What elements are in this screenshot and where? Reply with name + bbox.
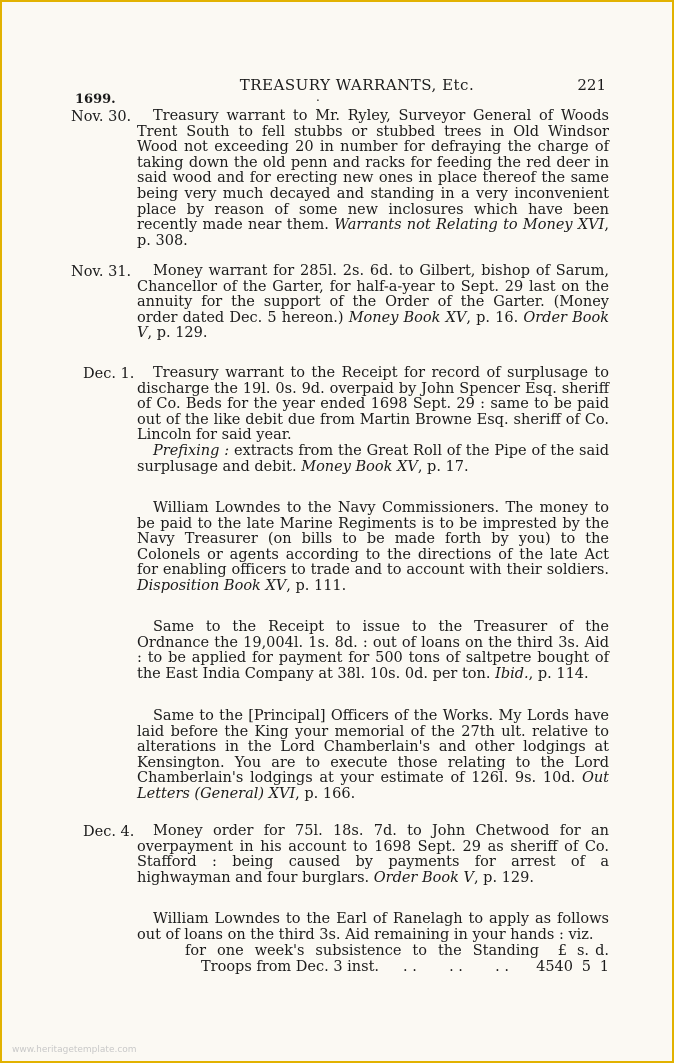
entry-reference-2: Order Book V	[137, 309, 610, 342]
entry-body: Same to the [Principal] Officers of the Works. My Lords have laid before the King your memorial of the 27th ult. relative to alterations in the Lord Chamberlain's and other lodgings at Kensington. You are to execute those relating to the Lord Chamberlain's lodgings at your estimate of 126l. 9s. 10d.	[137, 708, 609, 787]
amount-row	[185, 960, 609, 976]
item-description-line1: for one week's subsistence to the Standing	[185, 943, 539, 959]
entry-reference: Warrants not Relating to Money XVI	[334, 217, 605, 234]
entry-body: Treasury warrant to the Receipt for record of surplusage to discharge the 19l. 0s. 9d. overpaid by John Spencer Esq. sheriff of Co. Beds for the year ended 1698 Sept. 29 : same to be paid out of the like debit due from Martin Browne Esq. sheriff of Co. Lincoln for said year.	[137, 365, 609, 444]
entry-prefix-text: extracts from the Great Roll of the Pipe of the said surplusage and debit.	[137, 442, 610, 475]
entry-text	[137, 501, 609, 595]
amount-table	[185, 944, 609, 975]
amount-header-row	[185, 944, 609, 960]
entry-text	[137, 109, 609, 249]
entry-text	[137, 709, 609, 803]
entry-reference-tail: , p. 129.	[473, 869, 534, 886]
entry-reference-tail: , p. 166.	[295, 785, 356, 802]
entry-reference-tail: , p. 114.	[528, 665, 589, 682]
entry-body: William Lowndes to the Navy Commissioners. The money to be paid to the late Marine Regiments is to be imprested by the Navy Treasurer (on bills to be made forth by you) to the Colonels or agents according to the directions of the late Act for enabling officers to trade and to account with their soldiers.	[137, 500, 609, 579]
entry-text	[137, 366, 609, 475]
year-label: 1699.	[75, 92, 116, 107]
watermark-text: www.heritagetemplate.com	[12, 1045, 137, 1055]
entry-text	[137, 620, 609, 682]
entry-reference-2-tail: , p. 129.	[147, 325, 208, 342]
pence-header: d.	[595, 943, 609, 959]
entry-date: Nov. 30.	[71, 109, 132, 125]
dot-leaders: . . . . . .	[403, 958, 510, 975]
pounds-header: £	[557, 943, 567, 959]
entry-reference: Out Letters (General) XVI	[137, 770, 609, 802]
amount-pence: 1	[599, 958, 609, 975]
entry-body: Same to the Receipt to issue to the Treasurer of the Ordnance the 19,004l. 1s. 8d. : out of loans on the third 3s. Aid : to be applied for payment for 500 tons of saltpetre bought of the East India Company at 38l. 10s. 0d. per ton.	[137, 619, 609, 682]
entry-text	[137, 264, 609, 342]
entry-reference: Money Book XV	[301, 458, 418, 475]
entry-reference-tail: , p. 16.	[466, 309, 519, 326]
entry-text	[137, 824, 609, 886]
running-header-title: TREASURY WARRANTS, Etc.	[239, 76, 475, 94]
entry-body: Money warrant for 285l. 2s. 6d. to Gilbert, bishop of Sarum, Chancellor of the Garter, for half-a-year to Sept. 29 last on the annuity for the support of the Order of the Garter. (Money order dated Dec. 5 hereon.)	[137, 263, 609, 326]
entry-body: Treasury warrant to Mr. Ryley, Surveyor General of Woods Trent South to fell stubbs or stubbed trees in Old Windsor Wood not exceeding 20 in number for defraying the charge of taking down the old penn and racks for feeding the red deer in said wood and for erecting new ones in place thereof the same being very much decayed and standing in a very inconvenient place by reason of some new inclosures which have been recently made near them.	[137, 108, 609, 234]
entry-reference: Money Book XV	[348, 309, 467, 326]
entry-date: Nov. 31.	[71, 264, 132, 280]
entry-reference: Ibid.	[495, 665, 529, 682]
dot-mark: .	[316, 90, 320, 104]
entry-prefix-label: Prefixing :	[153, 442, 230, 459]
entry-reference-tail: , p. 17.	[417, 458, 469, 475]
entry-reference-tail: , p. 308.	[137, 217, 609, 249]
entry-body: Money order for 75l. 18s. 7d. to John Chetwood for an overpayment in his account to 1698 Sept. 29 as sheriff of Co. Stafford : being caused by payments for arrest of a highwayman and four burglars.	[137, 823, 609, 886]
amount-pounds: 4540	[536, 958, 573, 975]
entry-reference-tail: , p. 111.	[286, 577, 347, 594]
entry-date: Dec. 1.	[83, 366, 135, 382]
item-description-line2: Troops from Dec. 3 inst.	[201, 958, 380, 975]
shillings-header: s.	[576, 943, 589, 959]
page-number: 221	[577, 76, 606, 94]
entry-body: William Lowndes to the Earl of Ranelagh to apply as follows out of loans on the third 3s. Aid remaining in your hands : viz.	[137, 911, 609, 943]
entry-reference: Disposition Book XV	[137, 577, 287, 594]
entry-reference: Order Book V	[373, 869, 474, 886]
entry-date: Dec. 4.	[83, 824, 135, 840]
amount-shillings: 5	[581, 958, 591, 975]
entry-text	[137, 912, 609, 943]
